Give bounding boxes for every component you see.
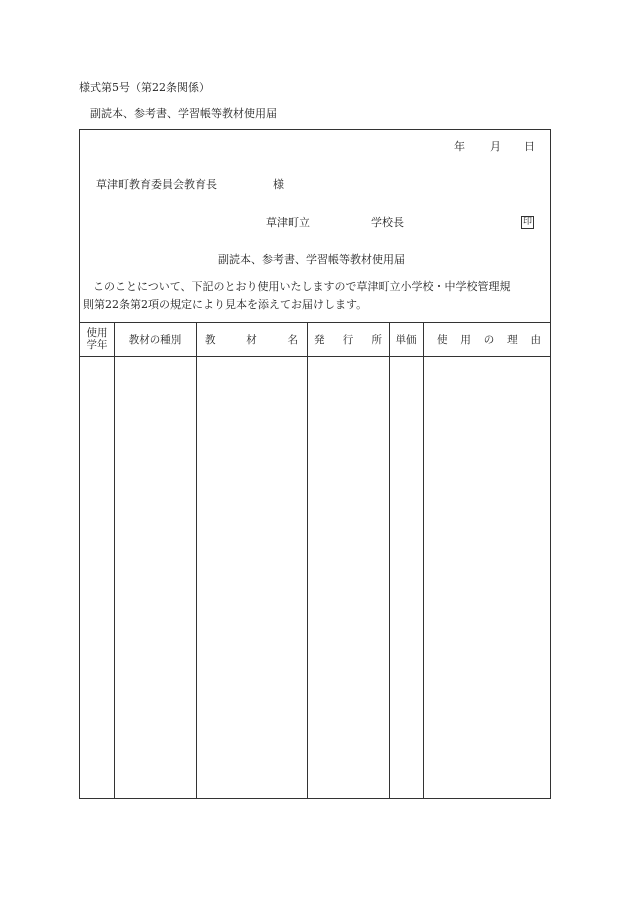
date-month-label: 月: [490, 140, 501, 153]
form-number: 様式第5号（第22条関係）: [79, 81, 210, 94]
header-char: 教: [205, 333, 216, 346]
header-material-type: 教材の種別: [128, 333, 182, 346]
column-divider: [196, 322, 197, 798]
header-grade-line-2: 学年: [86, 339, 108, 351]
seal-mark: 印: [522, 217, 532, 227]
column-divider: [307, 322, 308, 798]
header-grade-line-1: 使用: [86, 327, 108, 339]
header-grade: [80, 322, 114, 356]
header-char: 材: [246, 333, 257, 346]
header-char: 行: [342, 333, 354, 346]
header-material-name: [196, 322, 307, 356]
header-char: の: [483, 333, 495, 346]
header-char: 所: [371, 333, 382, 346]
header-char: 発: [314, 333, 325, 346]
body-text-line-1: このことについて、下記のとおり使用いたしますので草津町立小学校・中学校管理規: [93, 280, 511, 293]
date-day-label: 日: [524, 140, 535, 153]
header-char: 理: [507, 333, 518, 346]
header-char: 用: [460, 333, 471, 346]
header-char: 由: [530, 333, 541, 346]
header-char: 名: [287, 333, 298, 346]
date-year-label: 年: [454, 140, 465, 153]
form-title: 副読本、参考書、学習帳等教材使用届: [90, 107, 277, 120]
table-header-rule: [80, 356, 550, 357]
column-divider: [114, 322, 115, 798]
header-reason: [423, 322, 551, 356]
column-divider: [423, 322, 424, 798]
header-char: 使: [437, 333, 448, 346]
form-box: [79, 129, 551, 799]
header-publisher: [307, 322, 389, 356]
sender-school-prefix: 草津町立: [266, 216, 310, 229]
column-divider: [389, 322, 390, 798]
header-unit-price: 単価: [395, 333, 417, 346]
inner-title: 副読本、参考書、学習帳等教材使用届: [218, 253, 405, 266]
addressee-name: 草津町教育委員会教育長: [96, 178, 217, 191]
addressee-honorific: 様: [273, 178, 284, 191]
sender-principal-label: 学校長: [371, 216, 404, 229]
body-text-line-2: 則第22条第2項の規定により見本を添えてお届けします。: [83, 298, 368, 311]
